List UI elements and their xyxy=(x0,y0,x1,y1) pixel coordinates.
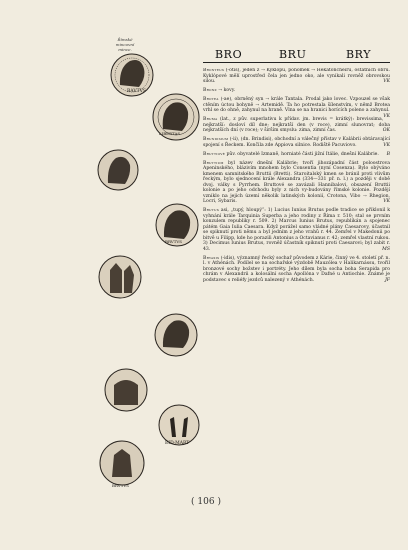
entry-bronteus: Bronteus (-otis), jeden z → Kyklópů, ponomek → Hékatoncheirů, ostatních obrů. Kyklópové mělí uprostřed čela jen jedno oko, ale vynikali rovněž obrovskou silou. VK xyxy=(203,68,390,84)
entry-bryaxis: Bryaxis (-idis), významný řecký sochař původem z Kárie, činný ve 4. století př. n. l. v Athénách. Podílel se na sochařské výzdobě Mauzólea v Halikarnássu, tvořil bronzové sochy božstev i portréty. Jeho dílem byla socha boha Serapida pro chrám v Alexandrii a kolosální socha Apollóna v Dafné u Antiochie. Známé je podstavec s reliéfy jezdců nalezený v Athénách. JF xyxy=(203,255,390,283)
entry-head: Brundisium xyxy=(203,137,229,142)
figure-caption: Římské mincovní mince. xyxy=(115,37,135,52)
entry-brotea: Brotea (-ae), obrněný syn → krále Tantala. Prodal jako lovec. Vzpouzel se však ctěním úctou bohyně → Artemidě. Ta ho potrestala šílenstvím, v němž Brotea vrhl se do ohně, zahynul na hraně. Vlna se na hranici horících poleno a zahynul. VK xyxy=(203,97,390,119)
entry-brundisium: Brundisium (-ii), (dn. Brindisi), obchodní a válečný přístav v Kalábrii obtáravající spojení s Řeckem. Končila zde Appiova silnice. Rodiště Pacuviovo. VK xyxy=(203,137,390,148)
coin-legend-brutus-2: BRVTVS xyxy=(112,483,129,488)
entry-head: Brotea xyxy=(203,97,219,102)
page-number: ( 106 ) xyxy=(191,497,221,507)
entry-bruma: Bruma (lat., z pův. superlativu k přídav. jm. brevis = krátký): brevissima, nejkratší: dosloví díl dne; nejkratší den (v roce), zimní slunovrat; doba nejkratších dní (v roce); v širším smyslu: zima, zimní čas. OK xyxy=(203,117,390,133)
entry-bruttium: Bruttium byl název dnešní Kalábrie; tvoří jihozápadní část poloostrova Apeninského, blázivím mnohem bylo Consentia (nyní Cosenza). Bylo obýváno kmenem samnitského Bruttii (Bretti). Staroitalský kmen se bránil proti vlivům řeckým, bylo sjednocení krále Alexandra (334—331 př. n. l.) a později v době dvoj. války s Pyrrhem. Bruttové se zavázali Hannibalovi, obsazení Bruttii kolonie a po jeho odchodu byly z nich vy-budovány římské kolonie. Pozdějí vzniklo na jejich území několik latinských kolonií, Crotona, Vibo → Rhegion, Locri, Sybaris. VK xyxy=(203,160,390,204)
coin-illustrations xyxy=(86,45,204,490)
entry-bronz: Bronz → kovy. xyxy=(203,88,236,93)
coin-legend-libertas: LIBERTAS xyxy=(159,131,181,136)
coin-9 xyxy=(100,441,144,488)
entry-bruttiove: Bruttiové pův. obyvatelé Izmaně, horniaté části jižní Itálie, dnešní Kalábrie. B xyxy=(203,151,390,157)
coin-legend-brutus: BRVTVS xyxy=(165,239,182,244)
coin-8 xyxy=(159,405,199,446)
header-word-bry: BRY xyxy=(346,48,372,61)
coin-3 xyxy=(98,150,138,190)
entry-head: Bronz xyxy=(203,88,217,93)
coin-legend-idmart: EID·MART xyxy=(165,441,190,446)
coin-6 xyxy=(155,314,197,356)
header-word-bru: BRU xyxy=(279,48,307,61)
entry-head: Bryaxis xyxy=(203,255,220,261)
coin-5 xyxy=(99,256,141,298)
dictionary-header xyxy=(203,48,390,63)
coin-legend-bautus: BAVTVS xyxy=(127,89,146,94)
entry-head: Bronteus xyxy=(203,68,225,73)
entry-head: Bruma xyxy=(203,117,218,122)
entry-head: Bruttiové xyxy=(203,151,225,157)
coin-4 xyxy=(156,204,198,246)
entry-head: Brutus xyxy=(203,208,219,213)
coin-7 xyxy=(105,369,147,411)
dictionary-entries xyxy=(203,68,390,484)
coin-1 xyxy=(111,54,153,96)
coin-2 xyxy=(153,94,199,140)
entry-head: Bruttium xyxy=(203,160,224,166)
entry-brutus: Brutus asi, „tupý, hloupý“: 1) Lucius Iunius Brutus podle tradice se přiklonil k vyhnání krále Tarquinia Superba a jeho rodiny z Říma r. 510; stal se prvním konzulem republiky r. 509. 2) Marcus Iunius Brutus, republikán a spojenec pátém Gaia Iulia Caesara. Když porážel samo vládné plány Caesarovy, účastnil se spiknutí proti němu a byl jedním z jeho vrahů r. 44. Zemřel v Makedonii po bitvě u Filipp, kde ho porazili Antonius a Octavianus r. 42; zemřel vlastní rukou. 3) Decimus Iunius Brutus, rovněž účastník spiknutí proti Caesarovi; byl zabit r. 43. MS xyxy=(203,208,390,252)
header-word-bro: BRO xyxy=(215,48,243,61)
